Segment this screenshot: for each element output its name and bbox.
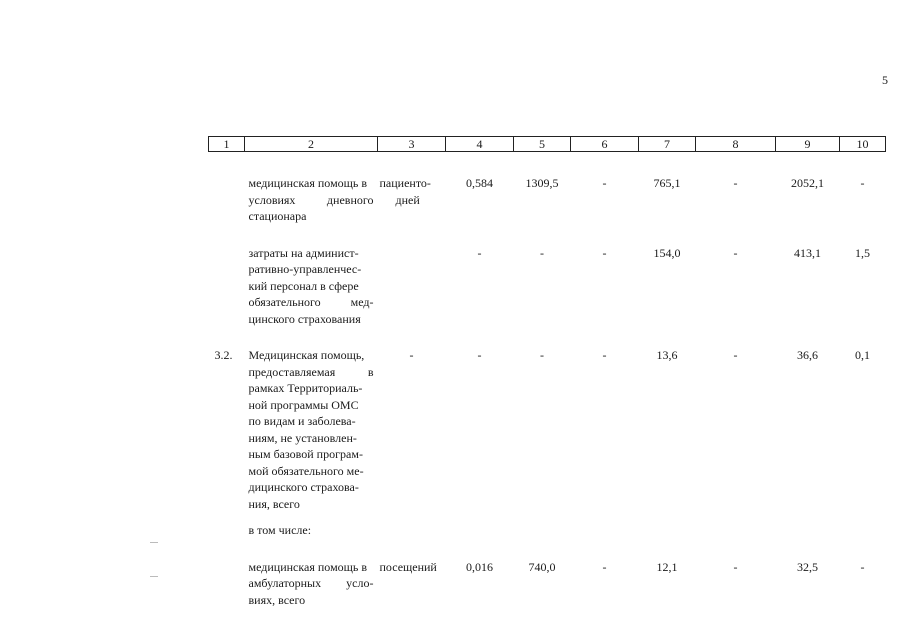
header-cell: 4 xyxy=(446,137,514,152)
value-cell-7: 765,1 xyxy=(653,176,681,190)
section-number: 3.2. xyxy=(214,348,233,362)
row-name-line: предоставляемая в xyxy=(248,364,374,379)
value-cell-10: - xyxy=(860,559,865,574)
row-name xyxy=(245,539,378,609)
value-cell-10: - xyxy=(860,176,865,190)
row-name-line: в том числе: xyxy=(248,523,312,537)
table-header-row xyxy=(209,137,886,152)
section-number xyxy=(209,225,245,328)
table-row xyxy=(209,539,886,609)
unit-cell xyxy=(378,539,446,609)
value-cell-5: - xyxy=(540,245,544,260)
header-cell: 9 xyxy=(776,137,840,152)
value-cell-8: - xyxy=(733,176,738,190)
header-cell: 6 xyxy=(571,137,639,152)
unit-cell xyxy=(378,512,446,539)
value-cell-5 xyxy=(514,512,571,539)
value-cell-9: 413,1 xyxy=(794,245,821,260)
unit-cell xyxy=(378,225,446,328)
value-cell-6: - xyxy=(602,559,607,574)
value-cell-10: 0,1 xyxy=(855,348,870,362)
page-number: 5 xyxy=(882,73,888,87)
row-name-line: ративно-управленчес- xyxy=(248,262,362,276)
header-cell: 5 xyxy=(514,137,571,152)
unit-cell: - xyxy=(409,348,414,362)
row-name-line: медицинская помощь в xyxy=(248,559,368,574)
row-name-line: виях, всего xyxy=(248,592,306,607)
value-cell-5: - xyxy=(540,348,544,362)
row-name-line: дицинского страхова- xyxy=(248,480,359,494)
row-name-line: стационара xyxy=(248,209,307,223)
value-cell-8: - xyxy=(733,348,738,362)
value-cell-9: 36,6 xyxy=(797,348,818,362)
unit-line: дней xyxy=(395,192,420,207)
header-cell: 2 xyxy=(245,137,378,152)
unit-cell xyxy=(378,152,446,225)
value-cell-4: - xyxy=(477,348,482,362)
value-cell-9: 32,5 xyxy=(797,559,818,574)
row-name-line: по видам и заболева- xyxy=(248,414,356,428)
section-number xyxy=(209,512,245,539)
value-cell-5: 740,0 xyxy=(528,559,556,574)
table-row xyxy=(209,152,886,225)
value-cell-6: - xyxy=(602,245,607,260)
value-cell-10 xyxy=(840,512,886,539)
value-cell-7: 12,1 xyxy=(656,559,678,574)
table-row xyxy=(209,225,886,328)
margin-mark xyxy=(150,542,158,543)
value-cell-9 xyxy=(776,512,840,539)
header-cell: 10 xyxy=(840,137,886,152)
row-name-line: ной программы ОМС xyxy=(248,397,359,412)
value-cell-9: 2052,1 xyxy=(791,176,824,190)
row-name-line: мой обязательного ме- xyxy=(248,463,364,478)
row-name-line: цинского страхования xyxy=(248,311,361,326)
row-name-line: кий персонал в сфере xyxy=(248,278,359,293)
value-cell-10: 1,5 xyxy=(855,245,870,260)
value-cell-4: - xyxy=(477,245,482,260)
data-table xyxy=(208,136,886,608)
row-name xyxy=(245,327,378,512)
value-cell-5: 1309,5 xyxy=(525,176,559,190)
header-cell: 7 xyxy=(639,137,696,152)
value-cell-8 xyxy=(696,512,776,539)
row-name-line: обязательного мед- xyxy=(248,295,374,309)
value-cell-7: 13,6 xyxy=(656,348,678,362)
row-name xyxy=(245,152,378,225)
row-name xyxy=(245,512,378,539)
value-cell-6: - xyxy=(602,176,607,190)
value-cell-6: - xyxy=(602,348,607,362)
value-cell-8: - xyxy=(733,245,738,260)
value-cell-4: 0,584 xyxy=(466,176,493,190)
row-name-line: затраты на админист- xyxy=(248,245,359,260)
row-name-line: ным базовой програм- xyxy=(248,447,363,461)
row-name-line: Медицинская помощь, xyxy=(248,348,365,362)
row-name-line: ния, всего xyxy=(248,496,300,511)
table-row xyxy=(209,512,886,539)
unit-line: посещений xyxy=(379,559,437,574)
row-name-line: амбулаторных усло- xyxy=(248,576,374,590)
value-cell-4 xyxy=(446,512,514,539)
value-cell-7 xyxy=(639,512,696,539)
value-cell-8: - xyxy=(733,559,738,574)
margin-mark xyxy=(150,576,158,577)
section-number xyxy=(209,152,245,225)
value-cell-6 xyxy=(571,512,639,539)
section-number xyxy=(209,539,245,609)
row-name-line: медицинская помощь в xyxy=(248,176,368,190)
table-row xyxy=(209,327,886,512)
row-name-line: ниям, не установлен- xyxy=(248,430,357,445)
header-cell: 8 xyxy=(696,137,776,152)
header-cell: 1 xyxy=(209,137,245,152)
row-name-line: рамках Территориаль- xyxy=(248,381,363,395)
header-cell: 3 xyxy=(378,137,446,152)
row-name xyxy=(245,225,378,328)
value-cell-7: 154,0 xyxy=(653,245,681,260)
row-name-line: условиях дневного xyxy=(248,192,374,207)
unit-line: пациенто- xyxy=(379,176,431,190)
value-cell-4: 0,016 xyxy=(466,559,493,574)
